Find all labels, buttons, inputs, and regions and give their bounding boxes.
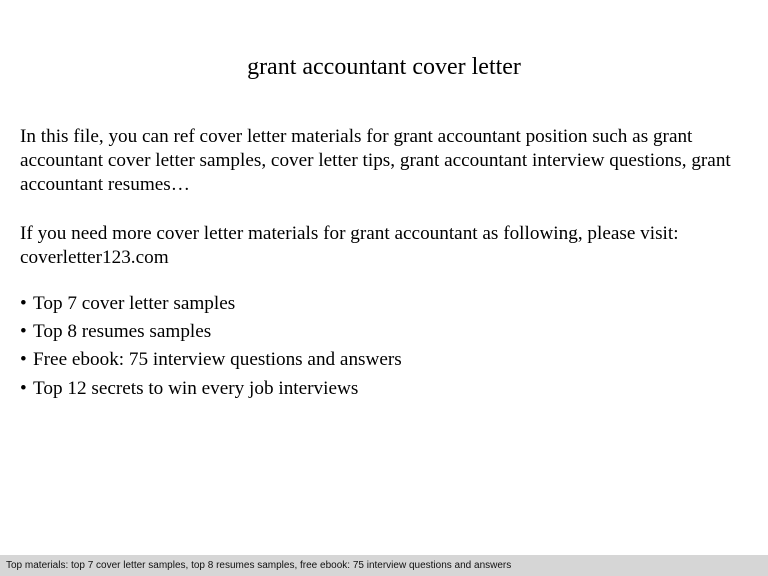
- intro-paragraph: In this file, you can ref cover letter materials for grant accountant position such as grant accountant cover letter samples, cover letter tips, grant accountant interview questions, grant accountant resumes…: [20, 126, 731, 196]
- list-item: [20, 377, 750, 401]
- bullet-icon: •: [20, 321, 27, 343]
- list-item: [20, 348, 750, 372]
- page-title: grant accountant cover letter: [247, 54, 521, 80]
- slide-content: [20, 125, 750, 405]
- footer-text: Top materials: top 7 cover letter samples, top 8 resumes samples, free ebook: 75 interview questions and answers: [6, 560, 512, 571]
- materials-list: [20, 292, 750, 401]
- bullet-icon: •: [20, 293, 27, 315]
- visit-paragraph: If you need more cover letter materials for grant accountant as following, please visit: coverletter123.com: [20, 222, 679, 268]
- list-item-label: Top 7 cover letter samples: [33, 293, 236, 315]
- bullet-icon: •: [20, 349, 27, 371]
- list-item-label: Top 8 resumes samples: [33, 321, 212, 343]
- footer-bar: [0, 555, 768, 576]
- bullet-icon: •: [20, 377, 27, 399]
- list-item-label: Top 12 secrets to win every job interviews: [33, 377, 359, 399]
- list-item: [20, 320, 750, 344]
- list-item-label: Free ebook: 75 interview questions and answers: [33, 349, 402, 371]
- list-item: [20, 292, 750, 316]
